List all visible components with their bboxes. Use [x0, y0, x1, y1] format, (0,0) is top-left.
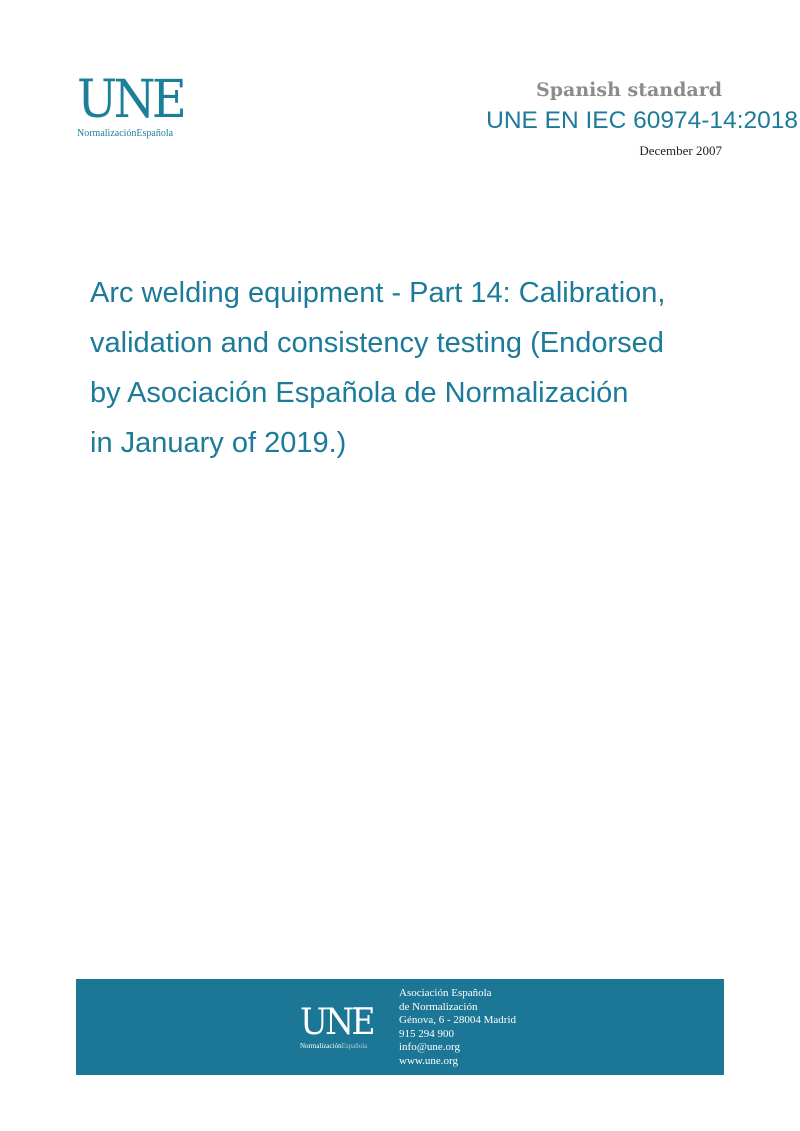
contact-phone: 915 294 900: [399, 1027, 454, 1040]
footer-une-logo: [300, 1002, 379, 1051]
footer-tagline-part2: Española: [341, 1042, 368, 1050]
contact-org-name-2: de Normalización: [399, 1000, 478, 1013]
logo-tagline-part2: Española: [136, 128, 174, 139]
footer-tagline-part1: Normalización: [300, 1042, 342, 1050]
logo-tagline-part1: Normalización: [77, 128, 137, 139]
document-kind: Spanish standard: [536, 79, 722, 101]
title-line: validation and consistency testing (Endorsed: [90, 327, 664, 359]
contact-org-name: Asociación Española: [399, 987, 492, 999]
title-line: Arc welding equipment - Part 14: Calibration,: [90, 277, 666, 309]
contact-email: info@une.org: [399, 1041, 460, 1054]
contact-info: [399, 987, 516, 1069]
title-line: in January of 2019.): [90, 427, 347, 459]
standard-code: UNE EN IEC 60974-14:2018: [486, 107, 798, 134]
footer-logo-wordmark: UNE: [300, 1002, 373, 1043]
publication-date: December 2007: [639, 143, 722, 158]
title-line: by Asociación Española de Normalización: [90, 377, 629, 409]
contact-address: Génova, 6 - 28004 Madrid: [399, 1014, 517, 1027]
une-logo-wordmark: UNE: [77, 70, 184, 130]
une-logo: [77, 70, 197, 140]
footer-logo-tagline: [300, 1042, 379, 1051]
contact-website: www.une.org: [399, 1054, 458, 1067]
document-title: [90, 268, 740, 468]
footer-band: [76, 979, 724, 1075]
